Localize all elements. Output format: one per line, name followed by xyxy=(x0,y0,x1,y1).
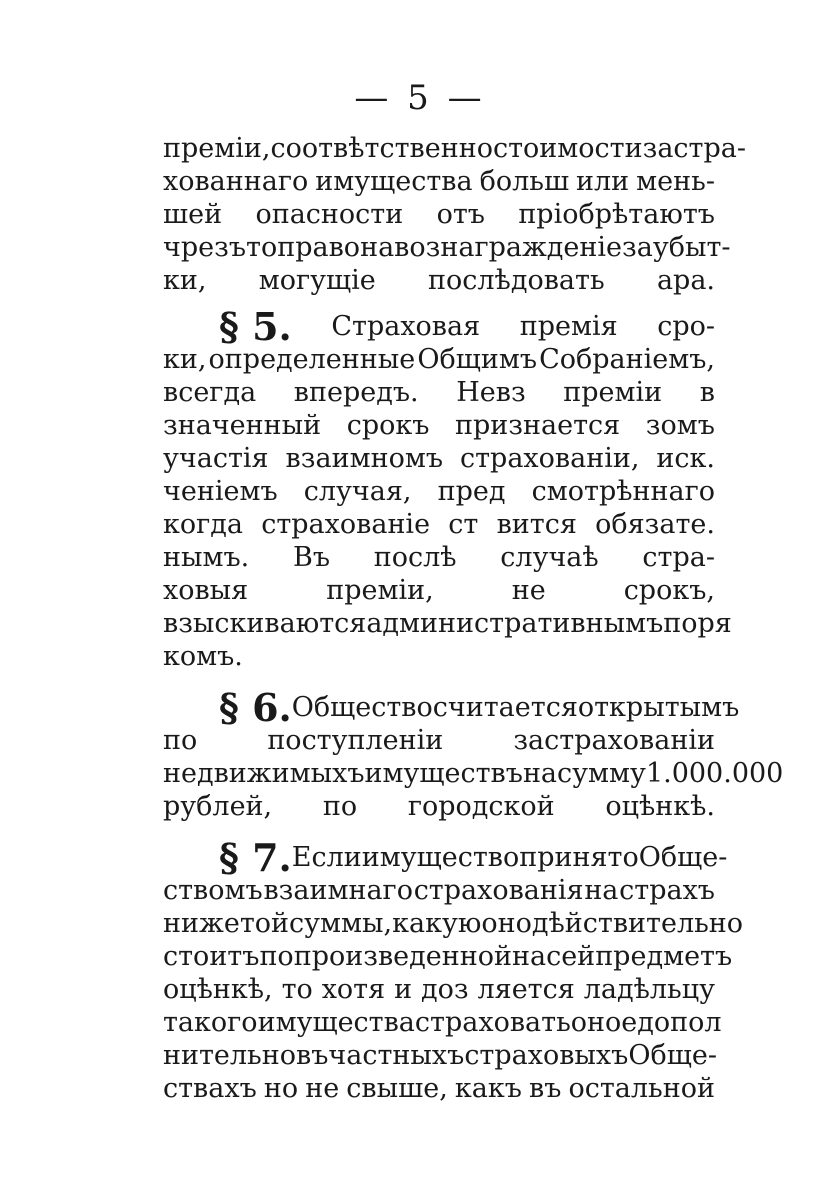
word: больш xyxy=(479,166,570,197)
page-number: — 5 — xyxy=(354,78,486,118)
word: ляется xyxy=(477,974,575,1005)
text-line xyxy=(163,198,715,231)
word: на xyxy=(522,758,558,789)
word: впередъ. xyxy=(293,377,419,408)
word: не xyxy=(305,1073,340,1104)
text-line xyxy=(163,874,715,907)
word: недвижимыхъ xyxy=(163,758,365,789)
word: по xyxy=(322,791,358,822)
word: оно xyxy=(481,908,532,939)
word: участiя xyxy=(163,443,269,474)
word: чрезъ xyxy=(163,232,247,263)
word: открытымъ xyxy=(577,692,740,723)
word: Общимъ xyxy=(417,344,537,375)
section-mark: § 6. xyxy=(219,685,292,730)
word: дѣйствительно xyxy=(531,908,744,939)
text-line xyxy=(163,541,715,574)
word: в xyxy=(699,377,715,408)
word: отъ xyxy=(436,199,485,230)
word: суммы, xyxy=(289,908,393,939)
word: премiи, xyxy=(326,575,434,606)
word: имущество xyxy=(361,842,520,873)
word: Обще- xyxy=(638,842,728,873)
word: ст xyxy=(448,509,479,540)
word: хованнаго xyxy=(163,166,309,197)
word: оное xyxy=(570,1007,638,1038)
section-mark: § 5. xyxy=(219,304,292,349)
word: смотрѣннаго xyxy=(531,476,715,507)
text-line xyxy=(163,1039,715,1072)
word: доз xyxy=(420,974,469,1005)
word: но xyxy=(263,1073,299,1104)
word: страховыхъ xyxy=(464,1040,629,1071)
paragraph-section-7 xyxy=(163,835,744,1105)
word: какую xyxy=(392,908,482,939)
paragraph-section-6 xyxy=(163,685,784,823)
word: срокъ, xyxy=(623,575,715,606)
word: ара. xyxy=(656,265,715,296)
word: сро- xyxy=(657,311,715,342)
word: страхованiя xyxy=(413,875,584,906)
word: шей xyxy=(163,199,223,230)
word: случая, xyxy=(303,476,412,507)
word: ки, xyxy=(163,344,207,375)
word: произведенной xyxy=(293,941,512,972)
word: Если xyxy=(291,842,362,873)
word: допол xyxy=(637,1007,722,1038)
word: взаимнаго xyxy=(263,875,413,906)
word: страховать xyxy=(414,1007,571,1038)
word: или xyxy=(576,166,630,197)
word: ки, xyxy=(163,265,207,296)
word: иск. xyxy=(656,443,715,474)
word: остальной xyxy=(568,1073,715,1104)
word: въ xyxy=(296,1040,329,1071)
text-line xyxy=(163,304,715,349)
word: частныхъ xyxy=(328,1040,465,1071)
word: то xyxy=(246,232,278,263)
word: вознагражденiе xyxy=(394,232,623,263)
text-line xyxy=(163,475,715,508)
word: ховыя xyxy=(163,575,249,606)
text-line xyxy=(163,685,740,730)
word: Общество xyxy=(291,692,433,723)
word: то xyxy=(281,974,313,1005)
text-line xyxy=(163,376,715,409)
word: опасности xyxy=(255,199,404,230)
word: мень- xyxy=(636,166,715,197)
word: такого xyxy=(163,1007,258,1038)
word: застрахованiи xyxy=(513,725,715,756)
word: признается xyxy=(455,410,621,441)
word: сумму xyxy=(557,758,646,789)
text-line xyxy=(163,231,731,264)
text-line xyxy=(163,1006,722,1039)
word: на xyxy=(584,875,619,906)
word: административнымъ xyxy=(366,608,664,639)
word: право xyxy=(277,232,361,263)
word: взаимномъ xyxy=(285,443,443,474)
word: стоитъ xyxy=(163,941,260,972)
text-line xyxy=(163,973,715,1006)
word: премiи xyxy=(563,377,663,408)
word: определенные xyxy=(208,344,416,375)
paragraph-continuation xyxy=(163,132,746,297)
text-line xyxy=(163,835,728,880)
word: значенный xyxy=(163,410,322,441)
word: ниже xyxy=(163,908,240,939)
text-line xyxy=(163,409,715,442)
word: на xyxy=(511,941,547,972)
word: какъ xyxy=(454,1073,522,1104)
word: имущества xyxy=(315,166,473,197)
word: оцѣнкѣ, xyxy=(163,974,273,1005)
word: на xyxy=(360,232,395,263)
word: по xyxy=(163,725,198,756)
word: могущiе xyxy=(258,265,376,296)
word: городской xyxy=(407,791,555,822)
word: по xyxy=(259,941,294,972)
text-line xyxy=(163,640,715,673)
word: вится xyxy=(496,509,577,540)
word: поря xyxy=(663,608,732,639)
word: премiя xyxy=(519,311,618,342)
word: комъ. xyxy=(163,641,243,672)
text-line xyxy=(163,907,744,940)
paragraph-section-5 xyxy=(163,304,732,673)
text-line xyxy=(163,508,715,541)
word: сей xyxy=(546,941,596,972)
word: не xyxy=(511,575,546,606)
word: взыскиваются xyxy=(163,608,367,639)
word: зомъ xyxy=(645,410,715,441)
text-line xyxy=(163,264,715,297)
word: въ xyxy=(529,1073,562,1104)
word: оцѣнкѣ. xyxy=(605,791,715,822)
word: ладѣльцу xyxy=(583,974,715,1005)
word: рублей, xyxy=(163,791,273,822)
word: нительно xyxy=(163,1040,297,1071)
word: страхованiе xyxy=(261,509,431,540)
word: Обще- xyxy=(628,1040,717,1071)
word: страхъ xyxy=(619,875,715,906)
word: предметъ xyxy=(595,941,733,972)
text-line xyxy=(163,442,715,475)
word: стоимости xyxy=(492,133,643,164)
word: ченiемъ xyxy=(163,476,278,507)
word: за xyxy=(622,232,653,263)
word: прiобрѣтаютъ xyxy=(518,199,715,230)
word: свыше, xyxy=(346,1073,448,1104)
word: принято xyxy=(519,842,639,873)
word: считается xyxy=(432,692,578,723)
word: соотвѣтственно xyxy=(270,133,493,164)
text-line xyxy=(163,790,715,823)
word: срокъ xyxy=(346,410,430,441)
word: имущества xyxy=(257,1007,415,1038)
word: нымъ. xyxy=(163,542,250,573)
text-line xyxy=(163,1072,715,1105)
word: пред xyxy=(437,476,506,507)
text-line xyxy=(163,165,715,198)
word: Страховая xyxy=(331,311,481,342)
word: Невз xyxy=(456,377,526,408)
text-line xyxy=(163,132,746,165)
word: застра- xyxy=(642,133,746,164)
text-line xyxy=(163,574,715,607)
text-line xyxy=(163,607,732,640)
word: премiи, xyxy=(163,133,271,164)
section-mark: § 7. xyxy=(219,835,292,880)
word: той xyxy=(239,908,290,939)
text-line xyxy=(163,343,715,376)
word: имуществъ xyxy=(364,758,523,789)
text-line xyxy=(163,940,733,973)
word: хотя xyxy=(321,974,386,1005)
word: послѣ xyxy=(373,542,457,573)
word: поступленiи xyxy=(267,725,444,756)
word: ствахъ xyxy=(163,1073,257,1104)
word: ствомъ xyxy=(163,875,263,906)
word: когда xyxy=(163,509,243,540)
word: обязате. xyxy=(595,509,715,540)
word: послѣдовать xyxy=(428,265,605,296)
word: всегда xyxy=(163,377,257,408)
word: 1.000.000 xyxy=(645,758,784,789)
word: убыт- xyxy=(652,232,731,263)
word: Собранiемъ, xyxy=(539,344,715,375)
word: стра- xyxy=(642,542,715,573)
text-line xyxy=(163,757,784,790)
word: страхованiи, xyxy=(459,443,640,474)
word: Въ xyxy=(292,542,331,573)
word: и xyxy=(394,974,413,1005)
word: случаѣ xyxy=(500,542,599,573)
